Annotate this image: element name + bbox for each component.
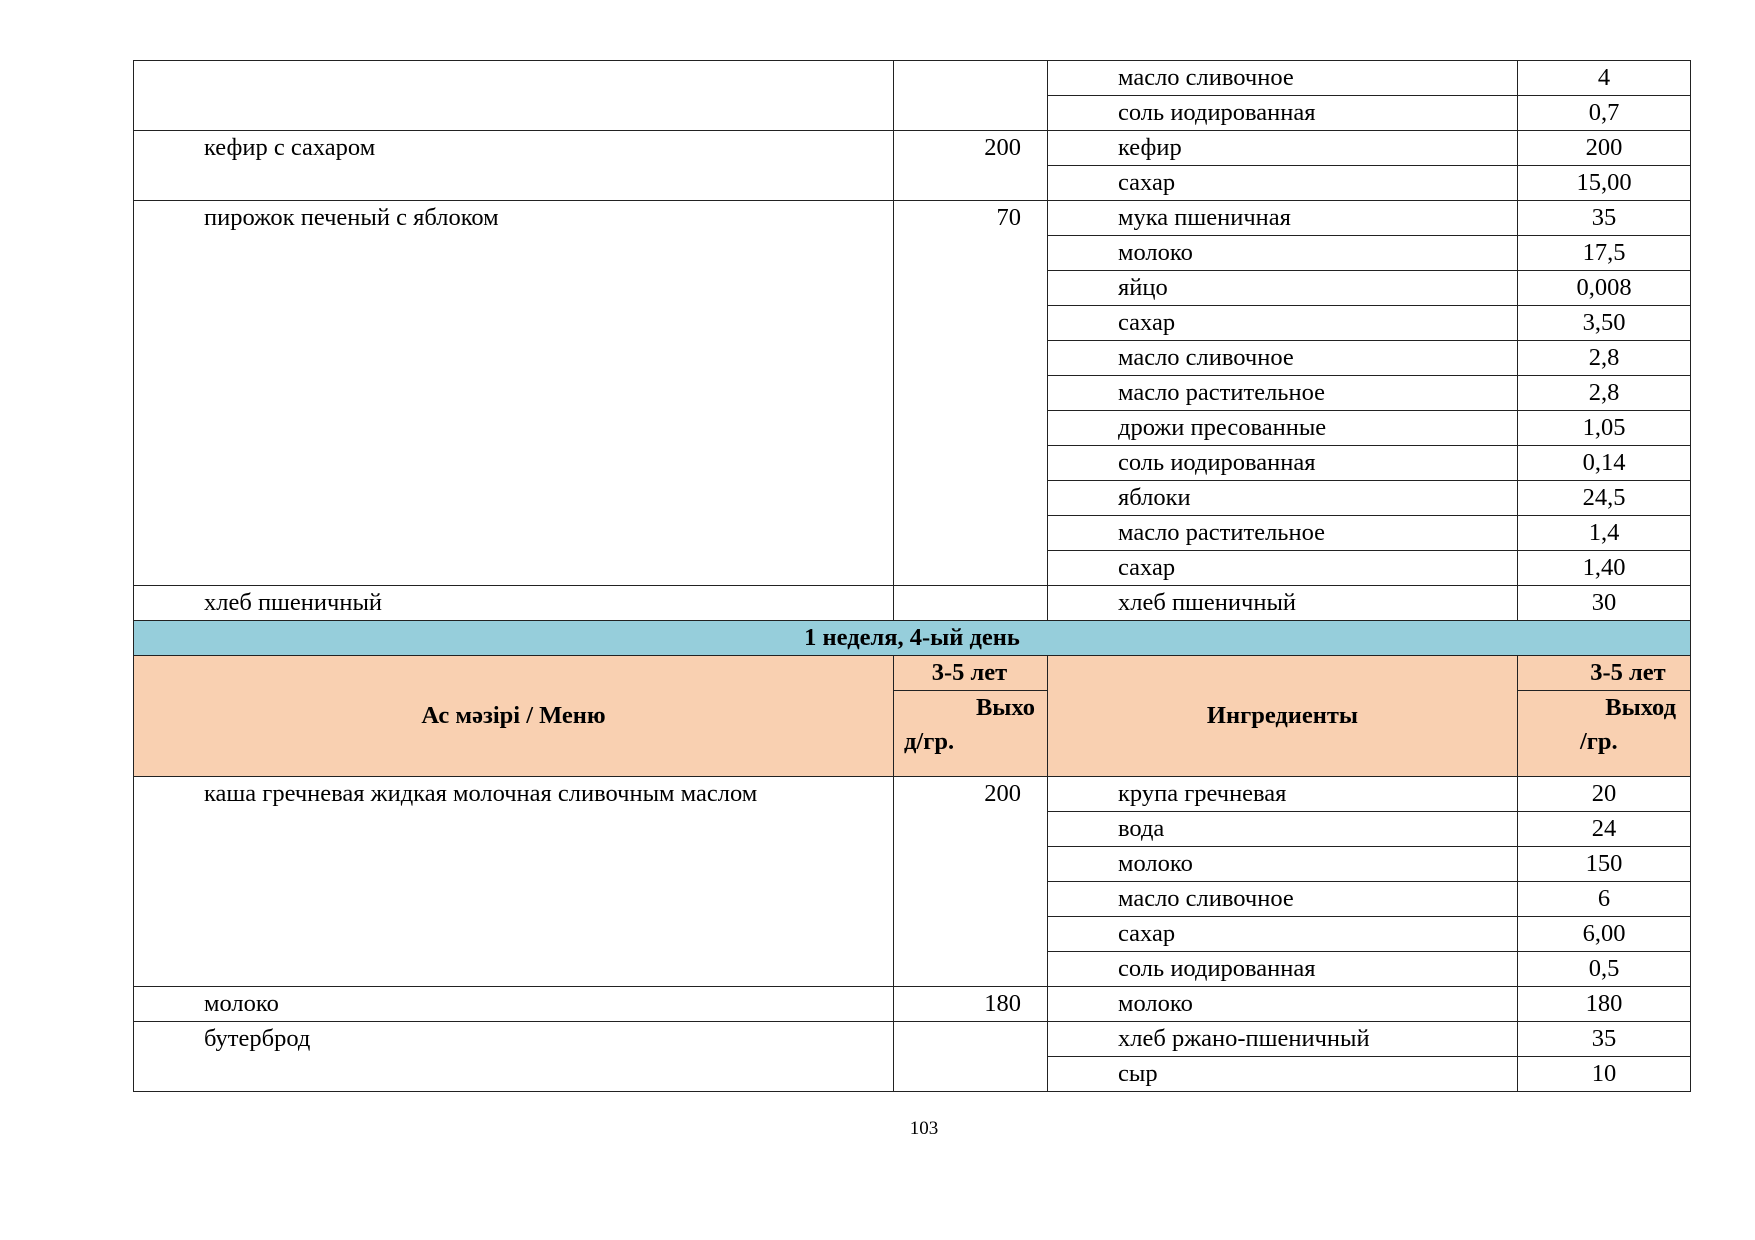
ingredient-qty: 1,4 bbox=[1518, 516, 1691, 551]
ingredient-qty: 200 bbox=[1518, 131, 1691, 166]
ingredient-name: сахар bbox=[1048, 166, 1518, 201]
ingredient-qty: 0,14 bbox=[1518, 446, 1691, 481]
table-row bbox=[134, 131, 1691, 166]
dish-name: пирожок печеный с яблоком bbox=[134, 201, 894, 586]
ingredient-qty: 0,5 bbox=[1518, 952, 1691, 987]
dish-name: каша гречневая жидкая молочная сливочным маслом bbox=[134, 777, 894, 987]
page-number: 103 bbox=[909, 1118, 939, 1139]
ingredient-name: соль иодированная bbox=[1048, 446, 1518, 481]
ingredient-name: яблоки bbox=[1048, 481, 1518, 516]
header-ingredients: Ингредиенты bbox=[1048, 656, 1518, 777]
ingredient-name: хлеб пшеничный bbox=[1048, 586, 1518, 621]
ingredient-qty: 17,5 bbox=[1518, 236, 1691, 271]
ingredient-name: мука пшеничная bbox=[1048, 201, 1518, 236]
ingredient-name: масло сливочное bbox=[1048, 882, 1518, 917]
ingredient-qty: 1,40 bbox=[1518, 551, 1691, 586]
ingredient-qty: 35 bbox=[1518, 1022, 1691, 1057]
ingredient-name: молоко bbox=[1048, 987, 1518, 1022]
ingredient-name: масло сливочное bbox=[1048, 341, 1518, 376]
header-output-right bbox=[1518, 656, 1691, 777]
ingredient-qty: 4 bbox=[1518, 61, 1691, 96]
ingredient-name: молоко bbox=[1048, 236, 1518, 271]
ingredient-name: масло растительное bbox=[1048, 376, 1518, 411]
ingredient-name: масло сливочное bbox=[1048, 61, 1518, 96]
header-output-left-line1: Выхо bbox=[975, 694, 1035, 721]
menu-table bbox=[133, 60, 1691, 1092]
ingredient-name: сахар bbox=[1048, 306, 1518, 341]
ingredient-qty: 30 bbox=[1518, 586, 1691, 621]
ingredient-name: соль иодированная bbox=[1048, 96, 1518, 131]
ingredient-qty: 2,8 bbox=[1518, 341, 1691, 376]
table-row bbox=[134, 777, 1691, 812]
header-age-left: 3-5 лет bbox=[894, 656, 1047, 691]
ingredient-qty: 150 bbox=[1518, 847, 1691, 882]
table-row bbox=[134, 61, 1691, 96]
dish-yield: 70 bbox=[894, 201, 1048, 586]
ingredient-name: кефир bbox=[1048, 131, 1518, 166]
dish-yield: 200 bbox=[894, 777, 1048, 987]
ingredient-name: сахар bbox=[1048, 917, 1518, 952]
ingredient-name: вода bbox=[1048, 812, 1518, 847]
table-row bbox=[134, 201, 1691, 236]
ingredient-qty: 6 bbox=[1518, 882, 1691, 917]
dish-yield bbox=[894, 586, 1048, 621]
table-row bbox=[134, 987, 1691, 1022]
ingredient-qty: 20 bbox=[1518, 777, 1691, 812]
header-output-right-line2: /гр. bbox=[1580, 728, 1618, 755]
ingredient-qty: 0,008 bbox=[1518, 271, 1691, 306]
column-header-row bbox=[134, 656, 1691, 777]
day-header-row bbox=[134, 621, 1691, 656]
ingredient-name: молоко bbox=[1048, 847, 1518, 882]
dish-name: молоко bbox=[134, 987, 894, 1022]
header-output-right-line1: Выход bbox=[1605, 694, 1676, 721]
ingredient-name: соль иодированная bbox=[1048, 952, 1518, 987]
table-row bbox=[134, 1022, 1691, 1057]
dish-yield: 180 bbox=[894, 987, 1048, 1022]
ingredient-qty: 35 bbox=[1518, 201, 1691, 236]
ingredient-qty: 180 bbox=[1518, 987, 1691, 1022]
ingredient-name: сахар bbox=[1048, 551, 1518, 586]
ingredient-qty: 3,50 bbox=[1518, 306, 1691, 341]
dish-name bbox=[134, 61, 894, 131]
ingredient-name: дрожи пресованные bbox=[1048, 411, 1518, 446]
dish-name: хлеб пшеничный bbox=[134, 586, 894, 621]
dish-name: бутерброд bbox=[134, 1022, 894, 1092]
ingredient-name: хлеб ржано-пшеничный bbox=[1048, 1022, 1518, 1057]
dish-yield bbox=[894, 61, 1048, 131]
ingredient-qty: 24,5 bbox=[1518, 481, 1691, 516]
ingredient-qty: 6,00 bbox=[1518, 917, 1691, 952]
header-age-right: 3-5 лет bbox=[1518, 656, 1690, 691]
dish-yield bbox=[894, 1022, 1048, 1092]
ingredient-name: яйцо bbox=[1048, 271, 1518, 306]
header-output-left bbox=[894, 656, 1048, 777]
dish-name: кефир с сахаром bbox=[134, 131, 894, 201]
ingredient-qty: 10 bbox=[1518, 1057, 1691, 1092]
ingredient-name: масло растительное bbox=[1048, 516, 1518, 551]
ingredient-qty: 24 bbox=[1518, 812, 1691, 847]
day-header: 1 неделя, 4-ый день bbox=[134, 621, 1691, 656]
menu-table-body bbox=[134, 61, 1691, 1092]
header-menu: Ас мәзірі / Меню bbox=[134, 656, 894, 777]
table-row bbox=[134, 586, 1691, 621]
ingredient-qty: 2,8 bbox=[1518, 376, 1691, 411]
dish-yield: 200 bbox=[894, 131, 1048, 201]
header-output-left-line2: д/гр. bbox=[904, 728, 955, 755]
ingredient-qty: 0,7 bbox=[1518, 96, 1691, 131]
ingredient-qty: 1,05 bbox=[1518, 411, 1691, 446]
ingredient-name: сыр bbox=[1048, 1057, 1518, 1092]
ingredient-name: крупа гречневая bbox=[1048, 777, 1518, 812]
ingredient-qty: 15,00 bbox=[1518, 166, 1691, 201]
